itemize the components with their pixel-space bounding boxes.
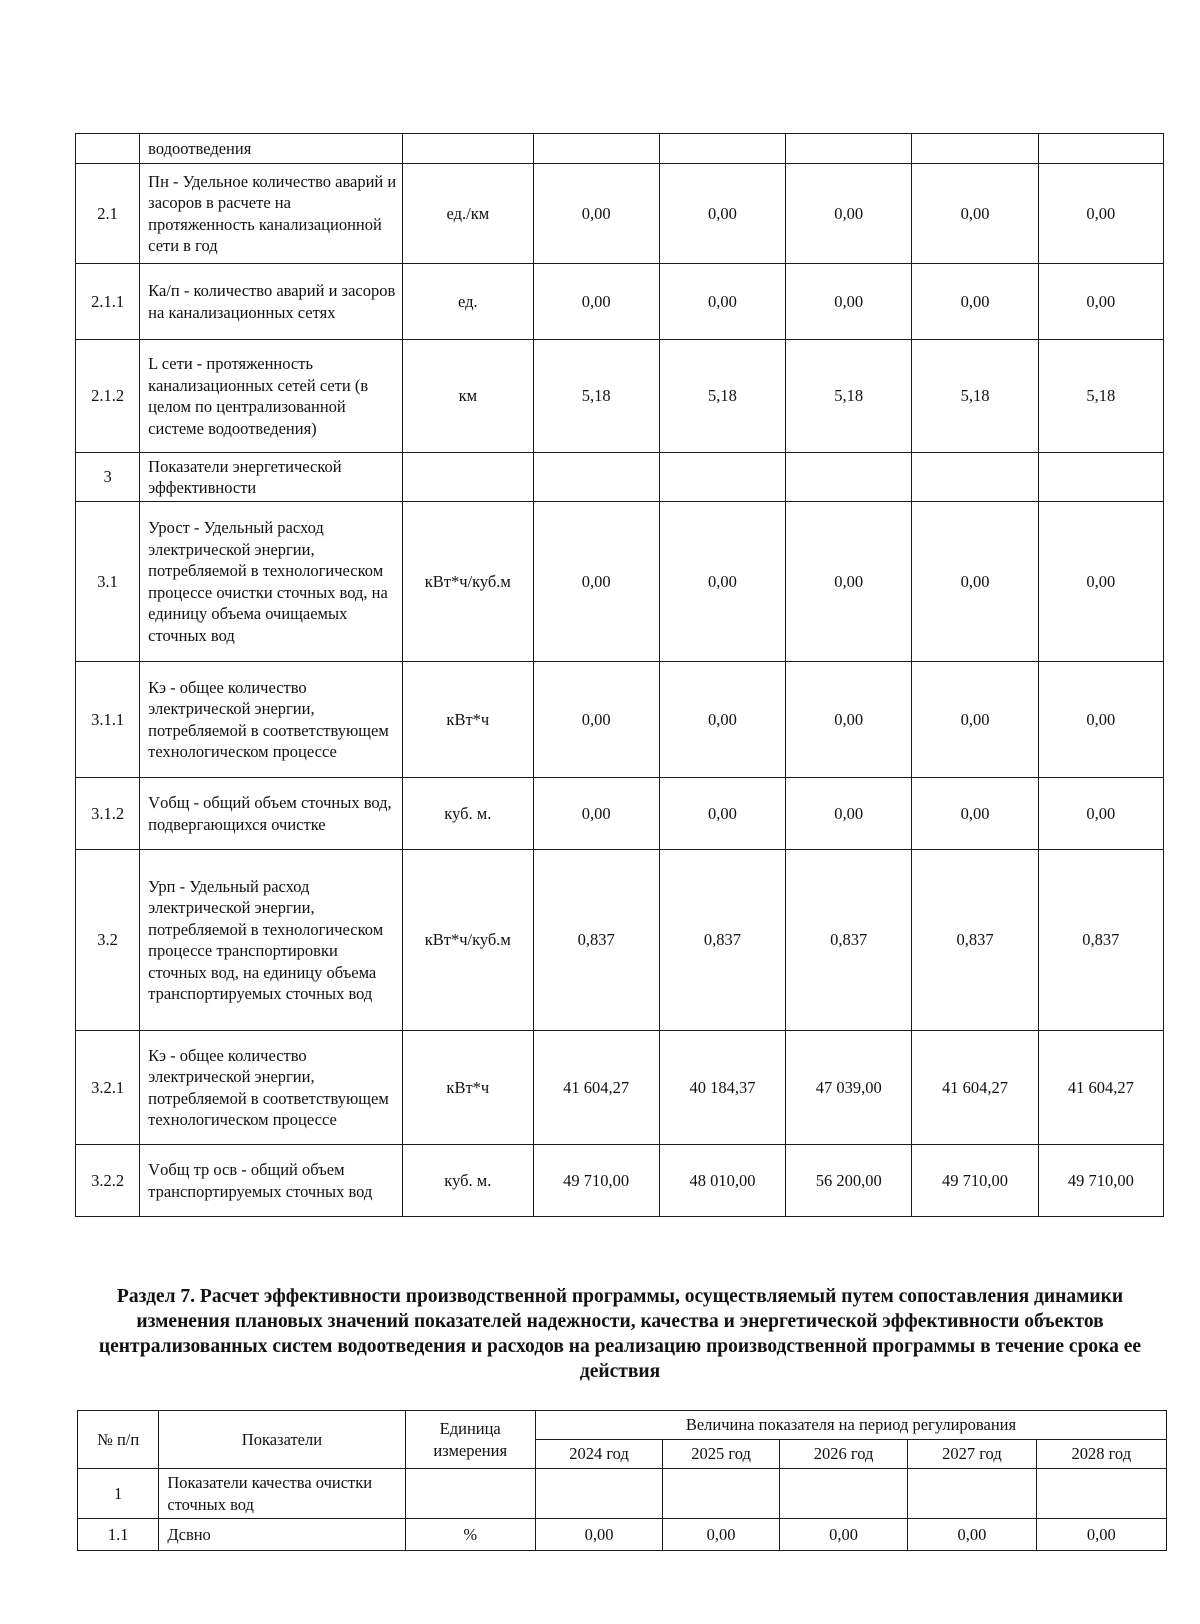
row-number: 3.1.2 <box>76 778 140 850</box>
value-cell: 0,837 <box>786 850 912 1031</box>
value-cell: 0,837 <box>912 850 1038 1031</box>
value-cell: 0,00 <box>912 778 1038 850</box>
indicator-description: Vобщ - общий объем сточных вод, подвергающихся очистке <box>140 778 403 850</box>
indicator-description: Урп - Удельный расход электрической энергии, потребляемой в технологическом процессе транспортировки сточных вод, на единицу объема транспортируемых сточных вод <box>140 850 403 1031</box>
header-year: 2026 год <box>779 1440 907 1469</box>
table-row <box>76 778 1164 850</box>
value-cell: 0,00 <box>659 502 785 662</box>
table-row <box>76 134 1164 164</box>
row-number: 2.1.2 <box>76 340 140 453</box>
row-number <box>76 134 140 164</box>
value-cell: 41 604,27 <box>912 1031 1038 1145</box>
row-number: 3.2.1 <box>76 1031 140 1145</box>
value-cell <box>533 453 659 502</box>
header-year: 2025 год <box>663 1440 780 1469</box>
value-cell: 0,00 <box>786 264 912 340</box>
value-cell <box>1036 1469 1166 1519</box>
value-cell: 0,00 <box>786 164 912 264</box>
unit-cell: кВт*ч/куб.м <box>403 850 533 1031</box>
value-cell <box>908 1469 1036 1519</box>
value-cell: 5,18 <box>912 340 1038 453</box>
row-number: 3.1.1 <box>76 662 140 778</box>
value-cell: 0,00 <box>533 164 659 264</box>
value-cell: 47 039,00 <box>786 1031 912 1145</box>
header-unit: Единица измерения <box>405 1411 535 1469</box>
value-cell: 0,00 <box>663 1519 780 1551</box>
header-year: 2024 год <box>535 1440 662 1469</box>
header-year: 2027 год <box>908 1440 1036 1469</box>
indicator-description: Кэ - общее количество электрической энергии, потребляемой в соответствующем технологическом процессе <box>140 662 403 778</box>
unit-cell: куб. м. <box>403 778 533 850</box>
value-cell: 0,00 <box>533 778 659 850</box>
value-cell: 0,00 <box>786 662 912 778</box>
value-cell <box>779 1469 907 1519</box>
value-cell: 0,00 <box>659 778 785 850</box>
unit-cell: км <box>403 340 533 453</box>
value-cell: 49 710,00 <box>533 1145 659 1217</box>
table-row <box>76 164 1164 264</box>
table-header-row <box>78 1411 1167 1440</box>
indicator-description: Vобщ тр осв - общий объем транспортируемых сточных вод <box>140 1145 403 1217</box>
efficiency-table <box>77 1410 1167 1551</box>
unit-cell: кВт*ч/куб.м <box>403 502 533 662</box>
value-cell <box>786 453 912 502</box>
row-number: 3.2.2 <box>76 1145 140 1217</box>
indicator-description: Урост - Удельный расход электрической энергии, потребляемой в технологическом процессе очистки сточных вод, на единицу объема очищаемых сточных вод <box>140 502 403 662</box>
indicator-description: Пн - Удельное количество аварий и засоров в расчете на протяженность канализационной сети в год <box>140 164 403 264</box>
value-cell: 0,00 <box>912 264 1038 340</box>
unit-cell: куб. м. <box>403 1145 533 1217</box>
indicator-description: Дсвно <box>159 1519 405 1551</box>
unit-cell: кВт*ч <box>403 662 533 778</box>
unit-cell <box>405 1469 535 1519</box>
value-cell <box>912 453 1038 502</box>
unit-cell: кВт*ч <box>403 1031 533 1145</box>
value-cell: 0,00 <box>1036 1519 1166 1551</box>
indicator-description: Кэ - общее количество электрической энергии, потребляемой в соответствующем технологическом процессе <box>140 1031 403 1145</box>
value-cell: 0,837 <box>533 850 659 1031</box>
value-cell: 0,00 <box>1038 662 1163 778</box>
row-number: 1 <box>78 1469 159 1519</box>
indicator-description: L сети - протяженность канализационных сетей сети (в целом по централизованной системе водоотведения) <box>140 340 403 453</box>
value-cell: 0,00 <box>535 1519 662 1551</box>
value-cell: 0,837 <box>659 850 785 1031</box>
indicator-description: Ка/п - количество аварий и засоров на канализационных сетях <box>140 264 403 340</box>
indicator-description: Показатели энергетической эффективности <box>140 453 403 502</box>
indicators-table-continued <box>75 133 1164 1217</box>
table-row <box>76 502 1164 662</box>
unit-cell: % <box>405 1519 535 1551</box>
unit-cell <box>403 134 533 164</box>
table-row <box>76 264 1164 340</box>
value-cell <box>1038 453 1163 502</box>
row-number: 3.2 <box>76 850 140 1031</box>
value-cell: 40 184,37 <box>659 1031 785 1145</box>
table-row <box>78 1469 1167 1519</box>
row-number: 3 <box>76 453 140 502</box>
value-cell <box>659 134 785 164</box>
header-year: 2028 год <box>1036 1440 1166 1469</box>
value-cell: 0,00 <box>912 502 1038 662</box>
table-row <box>76 340 1164 453</box>
header-indicators: Показатели <box>159 1411 405 1469</box>
value-cell: 0,00 <box>1038 164 1163 264</box>
table-row <box>76 1031 1164 1145</box>
value-cell: 0,00 <box>659 164 785 264</box>
value-cell: 0,00 <box>1038 778 1163 850</box>
unit-cell: ед./км <box>403 164 533 264</box>
table-row <box>76 850 1164 1031</box>
table-row <box>76 453 1164 502</box>
row-number: 2.1.1 <box>76 264 140 340</box>
indicator-description: водоотведения <box>140 134 403 164</box>
value-cell <box>1038 134 1163 164</box>
value-cell: 0,00 <box>908 1519 1036 1551</box>
table-row <box>76 662 1164 778</box>
header-period: Величина показателя на период регулирования <box>535 1411 1166 1440</box>
table-row <box>76 1145 1164 1217</box>
value-cell: 49 710,00 <box>912 1145 1038 1217</box>
table-row <box>78 1519 1167 1551</box>
value-cell: 0,00 <box>1038 502 1163 662</box>
row-number: 2.1 <box>76 164 140 264</box>
value-cell: 0,00 <box>659 662 785 778</box>
value-cell <box>535 1469 662 1519</box>
indicator-description: Показатели качества очистки сточных вод <box>159 1469 405 1519</box>
value-cell: 0,00 <box>533 264 659 340</box>
value-cell: 41 604,27 <box>533 1031 659 1145</box>
unit-cell: ед. <box>403 264 533 340</box>
value-cell: 48 010,00 <box>659 1145 785 1217</box>
section-7-heading: Раздел 7. Расчет эффективности производственной программы, осуществляемый путем сопоставления динамики изменения плановых значений показателей надежности, качества и энергетической эффективности объектов централизованных систем водоотведения и расходов на реализацию производственной программы в течение срока ее действия <box>98 1286 1142 1382</box>
value-cell: 49 710,00 <box>1038 1145 1163 1217</box>
value-cell: 0,00 <box>779 1519 907 1551</box>
value-cell: 0,837 <box>1038 850 1163 1031</box>
value-cell <box>659 453 785 502</box>
value-cell: 0,00 <box>786 778 912 850</box>
value-cell: 0,00 <box>912 662 1038 778</box>
value-cell: 0,00 <box>786 502 912 662</box>
value-cell <box>533 134 659 164</box>
row-number: 3.1 <box>76 502 140 662</box>
value-cell: 56 200,00 <box>786 1145 912 1217</box>
value-cell: 5,18 <box>786 340 912 453</box>
value-cell: 5,18 <box>533 340 659 453</box>
value-cell: 5,18 <box>1038 340 1163 453</box>
value-cell: 5,18 <box>659 340 785 453</box>
value-cell <box>912 134 1038 164</box>
unit-cell <box>403 453 533 502</box>
value-cell <box>786 134 912 164</box>
row-number: 1.1 <box>78 1519 159 1551</box>
value-cell: 0,00 <box>1038 264 1163 340</box>
value-cell: 41 604,27 <box>1038 1031 1163 1145</box>
header-num: № п/п <box>78 1411 159 1469</box>
value-cell: 0,00 <box>659 264 785 340</box>
value-cell <box>663 1469 780 1519</box>
value-cell: 0,00 <box>912 164 1038 264</box>
value-cell: 0,00 <box>533 662 659 778</box>
value-cell: 0,00 <box>533 502 659 662</box>
